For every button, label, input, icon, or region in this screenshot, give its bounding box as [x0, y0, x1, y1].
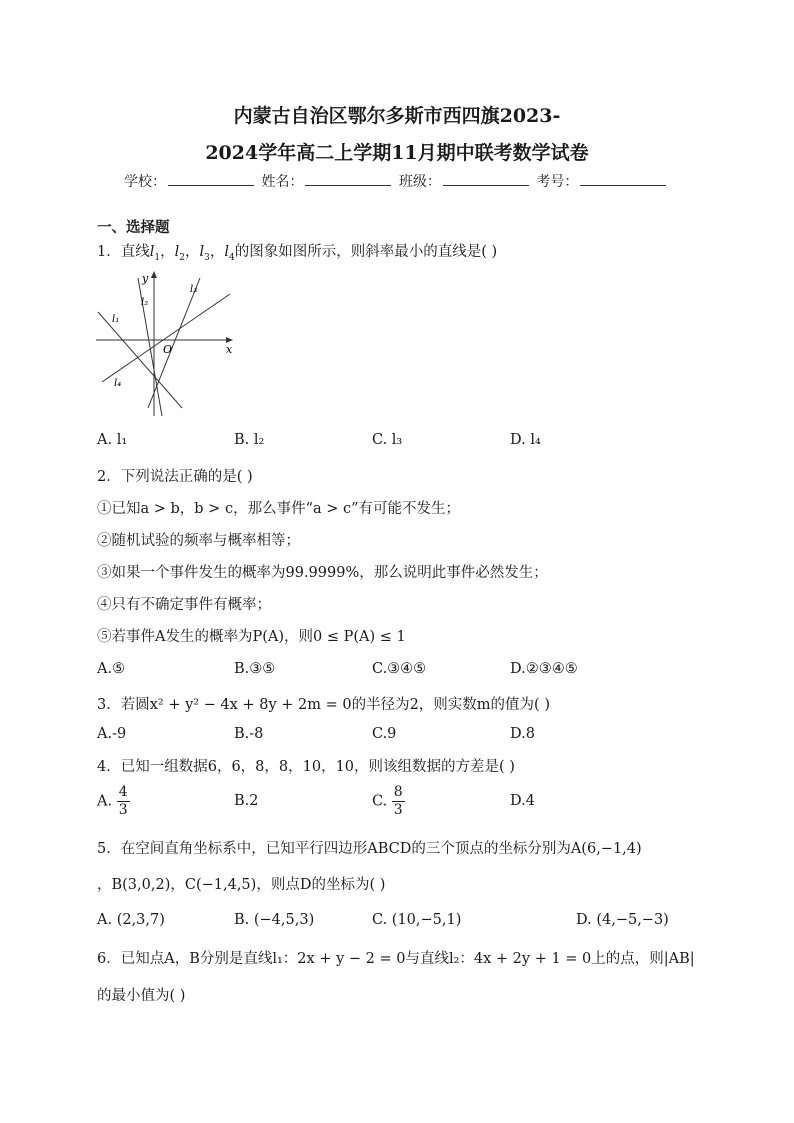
q5-option-a[interactable]: A. (2,3,7) [97, 912, 165, 928]
school-label: 学校： [124, 174, 166, 190]
q2-statement-1: ①已知a > b，b > c，那么事件“a > c”有可能不发生； [97, 501, 461, 517]
q4-option-c-label: C. [372, 793, 388, 810]
fig-origin-label: O [163, 343, 173, 356]
q1-stem-post: 的图象如图所示，则斜率最小的直线是( ) [234, 244, 498, 260]
q1-option-d[interactable]: D. l₄ [510, 432, 541, 448]
fig-l2-label: l₂ [141, 297, 149, 308]
q2-statement-2: ②随机试验的频率与概率相等； [97, 533, 300, 549]
q1-l1: l [149, 244, 155, 260]
exam-title-line1: 内蒙古自治区鄂尔多斯市西四旗2023- [233, 105, 561, 127]
q2-options [97, 661, 697, 685]
q4-a-numerator: 4 [118, 784, 128, 800]
q4-option-a-fraction [117, 784, 130, 819]
q4-c-denominator: 3 [393, 802, 403, 818]
q1-sep1: ， [160, 244, 175, 260]
school-blank [168, 172, 254, 186]
q3-option-c[interactable]: C.9 [372, 726, 397, 742]
q2-statement-3: ③如果一个事件发生的概率为99.9999%，那么说明此事件必然发生； [97, 565, 548, 581]
q2-option-a[interactable]: A.⑤ [97, 661, 126, 677]
q1-sub3: 3 [204, 252, 210, 263]
q6-stem: 6．已知点A，B分别是直线l₁：2x + y − 2 = 0与直线l₂：4x + 2y + 1 = 0上的点，则|AB| [97, 951, 695, 967]
q1-sub4: 4 [229, 252, 235, 263]
exam-title-line2: 2024学年高二上学期11月期中联考数学试卷 [205, 142, 589, 164]
fig-l4-label: l₄ [114, 378, 122, 389]
q5-stem: 5．在空间直角坐标系中，已知平行四边形ABCD的三个顶点的坐标分别为A(6,−1,4) [97, 841, 642, 857]
q1-option-a[interactable]: A. l₁ [97, 432, 128, 448]
q1-l2: l [174, 244, 180, 260]
q6-stem-2: 的最小值为( ) [97, 988, 186, 1004]
fig-l3-label: l₃ [190, 284, 198, 295]
q2-stem: 2．下列说法正确的是( ) [97, 469, 253, 485]
q4-c-numerator: 8 [393, 784, 403, 800]
q1-l3: l [199, 244, 205, 260]
q1-lines-figure [90, 268, 242, 420]
name-label: 姓名： [261, 174, 304, 190]
q2-option-d[interactable]: D.②③④⑤ [510, 661, 578, 677]
q5-options [97, 912, 697, 936]
q3-option-d[interactable]: D.8 [510, 726, 535, 742]
fig-x-label: x [226, 343, 233, 356]
q1-sep3: ， [209, 244, 225, 260]
q3-option-a[interactable]: A.-9 [97, 726, 127, 742]
fig-l1-label: l₁ [112, 314, 120, 325]
q1-sep2: ， [184, 244, 200, 260]
q4-option-a[interactable] [97, 784, 130, 819]
q1-sub1: 1 [154, 252, 161, 263]
q2-option-b[interactable]: B.③⑤ [234, 661, 276, 677]
line-l1 [98, 312, 182, 408]
q4-option-c-fraction [392, 784, 405, 819]
fig-y-label: y [142, 272, 149, 285]
class-label: 班级： [398, 174, 441, 190]
q1-l4: l [224, 244, 229, 260]
q4-a-denominator: 3 [118, 802, 128, 818]
q1-option-c[interactable]: C. l₃ [372, 432, 403, 448]
q4-option-a-label: A. [97, 793, 113, 810]
name-blank [305, 172, 391, 186]
q4-option-b[interactable]: B.2 [234, 793, 259, 809]
line-l3 [148, 278, 200, 408]
q1-sub2: 2 [179, 252, 185, 263]
q1-option-b[interactable]: B. l₂ [234, 432, 265, 448]
q3-options [97, 726, 697, 750]
section-heading: 一、选择题 [97, 219, 170, 236]
q3-option-b[interactable]: B.-8 [234, 726, 264, 742]
q1-stem-pre: 1．直线 [97, 244, 150, 260]
q5-stem-2: ，B(3,0,2)，C(−1,4,5)，则点D的坐标为( ) [97, 877, 386, 893]
q3-stem: 3．若圆x² + y² − 4x + 8y + 2m = 0的半径为2，则实数m的值为( ) [97, 697, 550, 713]
q5-option-b[interactable]: B. (−4,5,3) [234, 912, 315, 928]
exam-no-blank [580, 172, 666, 186]
q2-statement-4: ④只有不确定事件有概率； [97, 597, 271, 613]
exam-no-label: 考号： [536, 174, 579, 190]
q2-option-c[interactable]: C.③④⑤ [372, 661, 427, 677]
q1-stem [97, 240, 497, 263]
student-info-row [124, 171, 669, 191]
q2-statement-5: ⑤若事件A发生的概率为P(A)，则0 ≤ P(A) ≤ 1 [97, 629, 406, 645]
q1-options [97, 432, 697, 456]
q4-options [97, 784, 697, 824]
q4-option-c[interactable] [372, 784, 405, 819]
class-blank [443, 172, 529, 186]
q4-option-d[interactable]: D.4 [510, 793, 535, 809]
y-axis-arrow [151, 271, 157, 278]
q5-option-c[interactable]: C. (10,−5,1) [372, 912, 462, 928]
q5-option-d[interactable]: D. (4,−5,−3) [576, 912, 669, 928]
q4-stem: 4．已知一组数据6，6，8，8，10，10，则该组数据的方差是( ) [97, 759, 515, 775]
